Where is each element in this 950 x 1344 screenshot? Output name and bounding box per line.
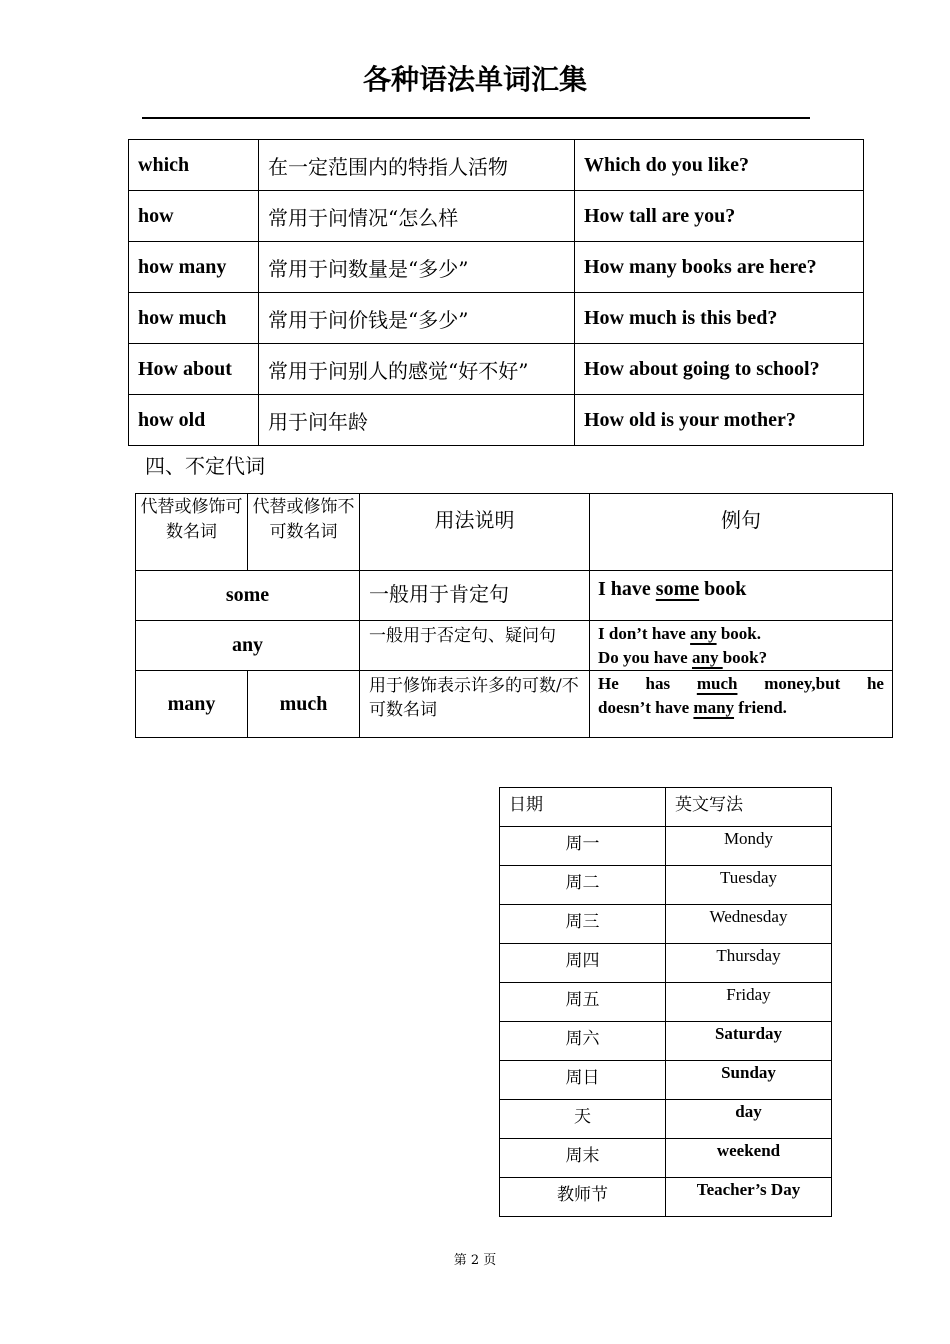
page-number: 第 2 页 xyxy=(453,1253,497,1268)
example-text: book. xyxy=(716,624,761,643)
english-cell: Tuesday xyxy=(666,866,832,905)
english-cell: Thursday xyxy=(666,944,832,983)
word-cell: how much xyxy=(129,293,259,344)
header-uncountable: 代替或修饰不可数名词 xyxy=(248,494,360,571)
usage-cell: 在一定范围内的特指人活物 xyxy=(259,140,575,191)
word-cell: How about xyxy=(129,344,259,395)
example-text: doesn’t have xyxy=(598,698,694,717)
header-usage: 用法说明 xyxy=(360,494,590,571)
example-cell: Which do you like? xyxy=(575,140,864,191)
word-any: any xyxy=(136,621,360,671)
example-line xyxy=(598,672,884,696)
usage-cell: 常用于问别人的感觉“好不好” xyxy=(259,344,575,395)
example-line xyxy=(598,696,884,720)
english-cell: Wednesday xyxy=(666,905,832,944)
example-cell xyxy=(590,571,893,621)
table-row xyxy=(129,344,864,395)
chinese-cell: 周二 xyxy=(500,866,666,905)
chinese-cell: 周一 xyxy=(500,827,666,866)
example-text: I have xyxy=(598,578,656,600)
example-text: I don’t have xyxy=(598,624,691,643)
table-row xyxy=(129,191,864,242)
example-cell: How about going to school? xyxy=(575,344,864,395)
example-text: book xyxy=(699,578,747,600)
chinese-cell: 周三 xyxy=(500,905,666,944)
indefinite-pronouns-table xyxy=(135,493,893,738)
word-much: much xyxy=(248,671,360,738)
table-row xyxy=(500,905,832,944)
header-row xyxy=(500,788,832,827)
underlined-word: any xyxy=(691,648,723,667)
english-cell: Mondy xyxy=(666,827,832,866)
example-text: book? xyxy=(722,648,768,667)
chinese-cell: 周六 xyxy=(500,1022,666,1061)
usage-cell: 常用于问情况“怎么样 xyxy=(259,191,575,242)
example-cell: How tall are you? xyxy=(575,191,864,242)
table-row xyxy=(500,944,832,983)
english-cell: Friday xyxy=(666,983,832,1022)
word-cell: how old xyxy=(129,395,259,446)
english-cell: weekend xyxy=(666,1139,832,1178)
underlined-word: much xyxy=(696,674,738,693)
header-english: 英文写法 xyxy=(666,788,832,827)
english-cell: Sunday xyxy=(666,1061,832,1100)
table-row xyxy=(500,1022,832,1061)
example-text: Do you have xyxy=(598,648,692,667)
example-cell xyxy=(590,621,893,671)
example-text: money,but xyxy=(764,674,841,693)
usage-cell: 一般用于肯定句 xyxy=(360,571,590,621)
weekdays-table xyxy=(499,787,832,1217)
header-row xyxy=(136,494,893,571)
usage-cell: 用于问年龄 xyxy=(259,395,575,446)
title-divider xyxy=(142,117,810,119)
header-countable: 代替或修饰可数名词 xyxy=(136,494,248,571)
table-row xyxy=(500,1061,832,1100)
chinese-cell: 教师节 xyxy=(500,1178,666,1217)
table-row xyxy=(129,140,864,191)
chinese-cell: 周末 xyxy=(500,1139,666,1178)
underlined-word: any xyxy=(690,624,717,643)
word-some: some xyxy=(136,571,360,621)
example-cell xyxy=(590,671,893,738)
english-cell: Teacher’s Day xyxy=(666,1178,832,1217)
section-heading: 四、不定代词 xyxy=(145,454,265,478)
chinese-cell: 周四 xyxy=(500,944,666,983)
example-text: friend. xyxy=(734,698,787,717)
table-row xyxy=(136,571,893,621)
example-cell: How many books are here? xyxy=(575,242,864,293)
table-row xyxy=(500,1139,832,1178)
word-cell: how xyxy=(129,191,259,242)
word-cell: which xyxy=(129,140,259,191)
table-row xyxy=(129,293,864,344)
question-words-table xyxy=(128,139,864,446)
table-row xyxy=(500,866,832,905)
example-text: he xyxy=(866,674,884,693)
page-title: 各种语法单词汇集 xyxy=(362,63,587,96)
chinese-cell: 天 xyxy=(500,1100,666,1139)
word-cell: how many xyxy=(129,242,259,293)
usage-cell: 常用于问数量是“多少” xyxy=(259,242,575,293)
underlined-word: some xyxy=(655,578,700,600)
example-text: has xyxy=(645,674,671,693)
word-many: many xyxy=(136,671,248,738)
table-row xyxy=(500,983,832,1022)
header-example: 例句 xyxy=(590,494,893,571)
usage-cell: 用于修饰表示许多的可数/不可数名词 xyxy=(360,671,590,738)
table-row xyxy=(500,827,832,866)
english-cell: day xyxy=(666,1100,832,1139)
header-date: 日期 xyxy=(500,788,666,827)
example-line xyxy=(598,646,884,670)
table-row xyxy=(500,1178,832,1217)
usage-cell: 一般用于否定句、疑问句 xyxy=(360,621,590,671)
underlined-word: many xyxy=(693,698,735,717)
example-cell: How much is this bed? xyxy=(575,293,864,344)
table-row xyxy=(136,621,893,671)
table-row xyxy=(129,242,864,293)
example-line xyxy=(598,622,884,646)
example-text: He xyxy=(598,674,619,693)
table-row xyxy=(129,395,864,446)
table-row xyxy=(500,1100,832,1139)
english-cell: Saturday xyxy=(666,1022,832,1061)
chinese-cell: 周日 xyxy=(500,1061,666,1100)
chinese-cell: 周五 xyxy=(500,983,666,1022)
example-cell: How old is your mother? xyxy=(575,395,864,446)
table-row xyxy=(136,671,893,738)
usage-cell: 常用于问价钱是“多少” xyxy=(259,293,575,344)
